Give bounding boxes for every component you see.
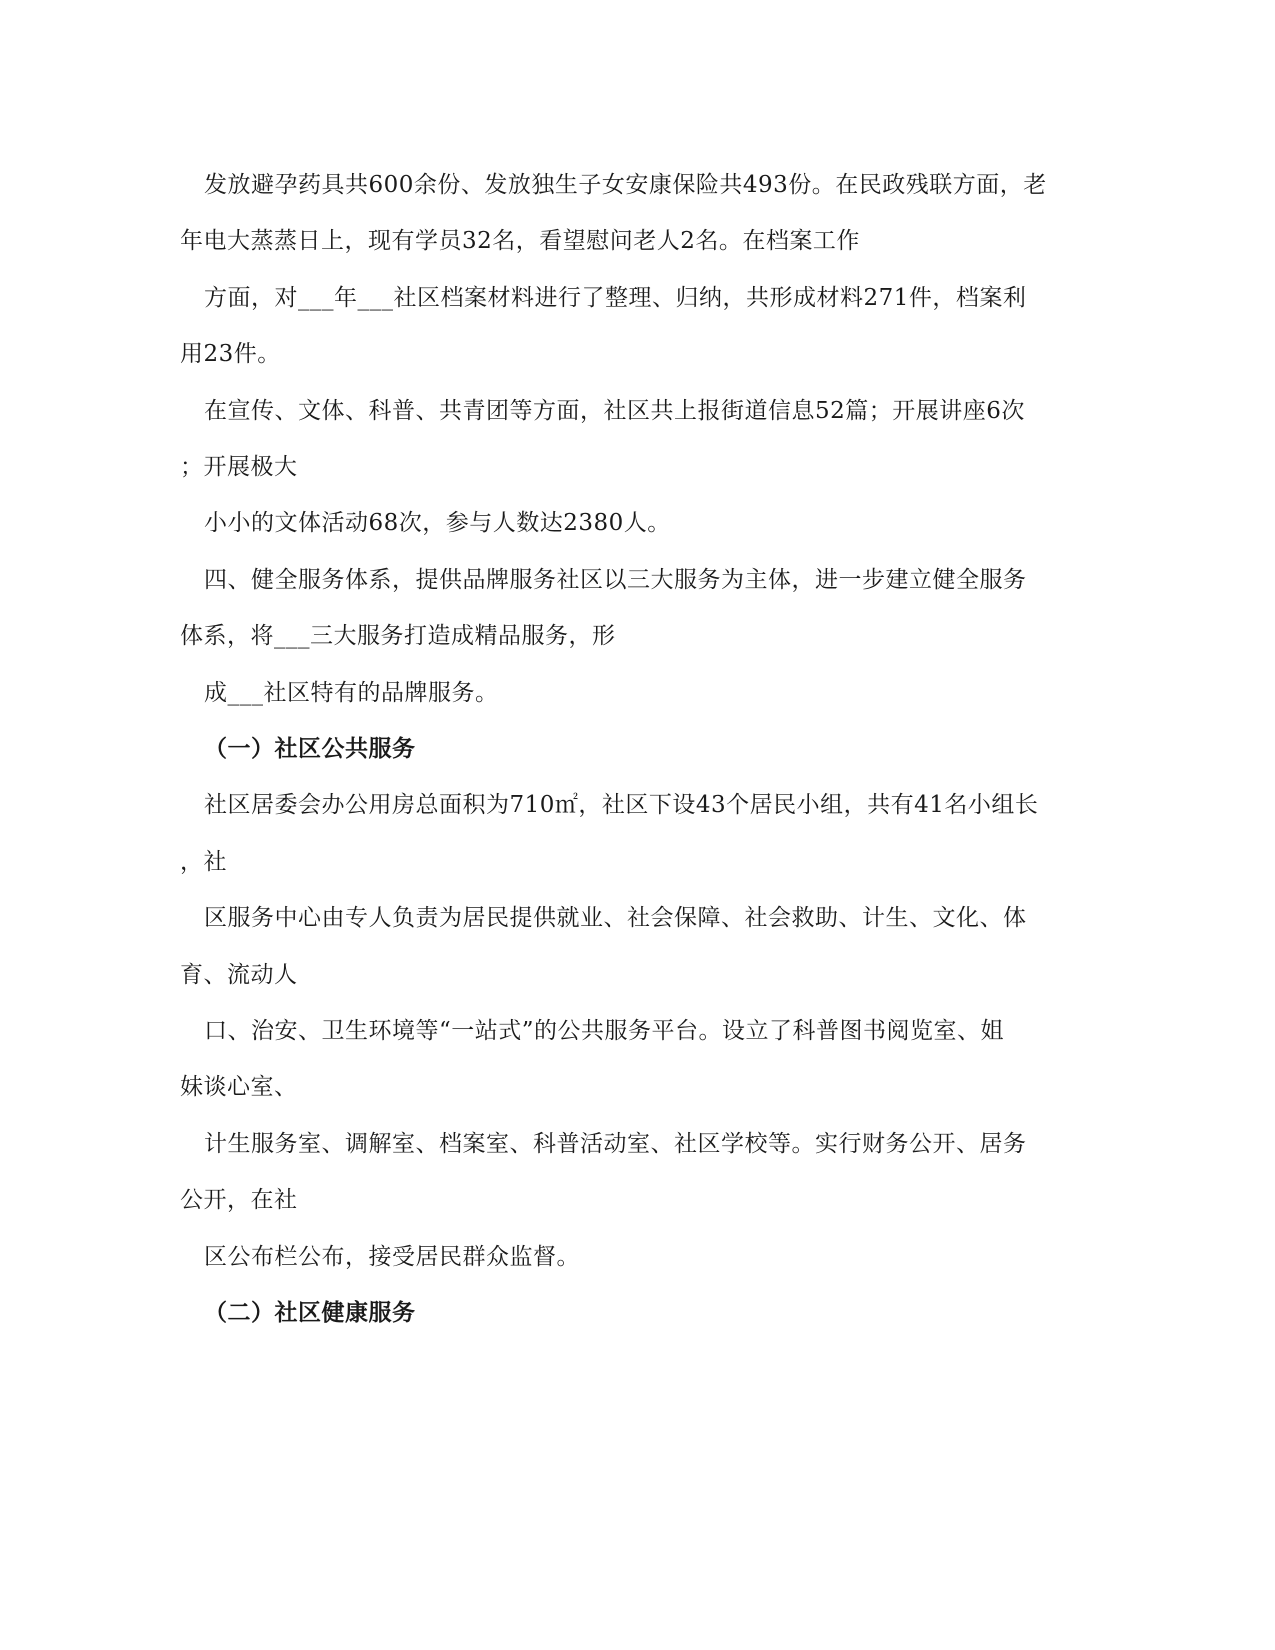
paragraph-line: ，社 [180, 849, 227, 875]
paragraph-line: 发放避孕药具共600余份、发放独生子女安康保险共493份。在民政残联方面，老 [204, 172, 1047, 198]
paragraph-line: 方面，对___年___社区档案材料进行了整理、归纳，共形成材料271件，档案利 [204, 285, 1027, 311]
paragraph-line: 体系，将___三大服务打造成精品服务，形 [180, 623, 616, 649]
paragraph-line: 年电大蒸蒸日上，现有学员32名，看望慰问老人2名。在档案工作 [180, 228, 860, 254]
paragraph-line: 在宣传、文体、科普、共青团等方面，社区共上报街道信息52篇；开展讲座6次 [204, 398, 1025, 424]
paragraph-line: 小小的文体活动68次，参与人数达2380人。 [204, 510, 671, 536]
section-heading-public-service: （一）社区公共服务 [204, 735, 416, 762]
paragraph-line: ；开展极大 [180, 454, 298, 480]
paragraph-line: 用23件。 [180, 341, 281, 367]
paragraph-line: 计生服务室、调解室、档案室、科普活动室、社区学校等。实行财务公开、居务 [204, 1131, 1027, 1157]
paragraph-line: 区公布栏公布，接受居民群众监督。 [204, 1244, 580, 1270]
paragraph-line: 区服务中心由专人负责为居民提供就业、社会保障、社会救助、计生、文化、体 [204, 905, 1027, 931]
paragraph-line: 育、流动人 [180, 962, 298, 988]
paragraph-line: 口、治安、卫生环境等“一站式”的公共服务平台。设立了科普图书阅览室、姐 [204, 1018, 1005, 1044]
paragraph-line: 成___社区特有的品牌服务。 [204, 680, 499, 706]
paragraph-line: 妹谈心室、 [180, 1074, 298, 1100]
paragraph-line: 社区居委会办公用房总面积为710㎡，社区下设43个居民小组，共有41名小组长 [204, 792, 1039, 818]
paragraph-line: 公开，在社 [180, 1187, 298, 1213]
paragraph-line: 四、健全服务体系，提供品牌服务社区以三大服务为主体，进一步建立健全服务 [204, 567, 1027, 593]
section-heading-health-service: （二）社区健康服务 [204, 1299, 416, 1326]
